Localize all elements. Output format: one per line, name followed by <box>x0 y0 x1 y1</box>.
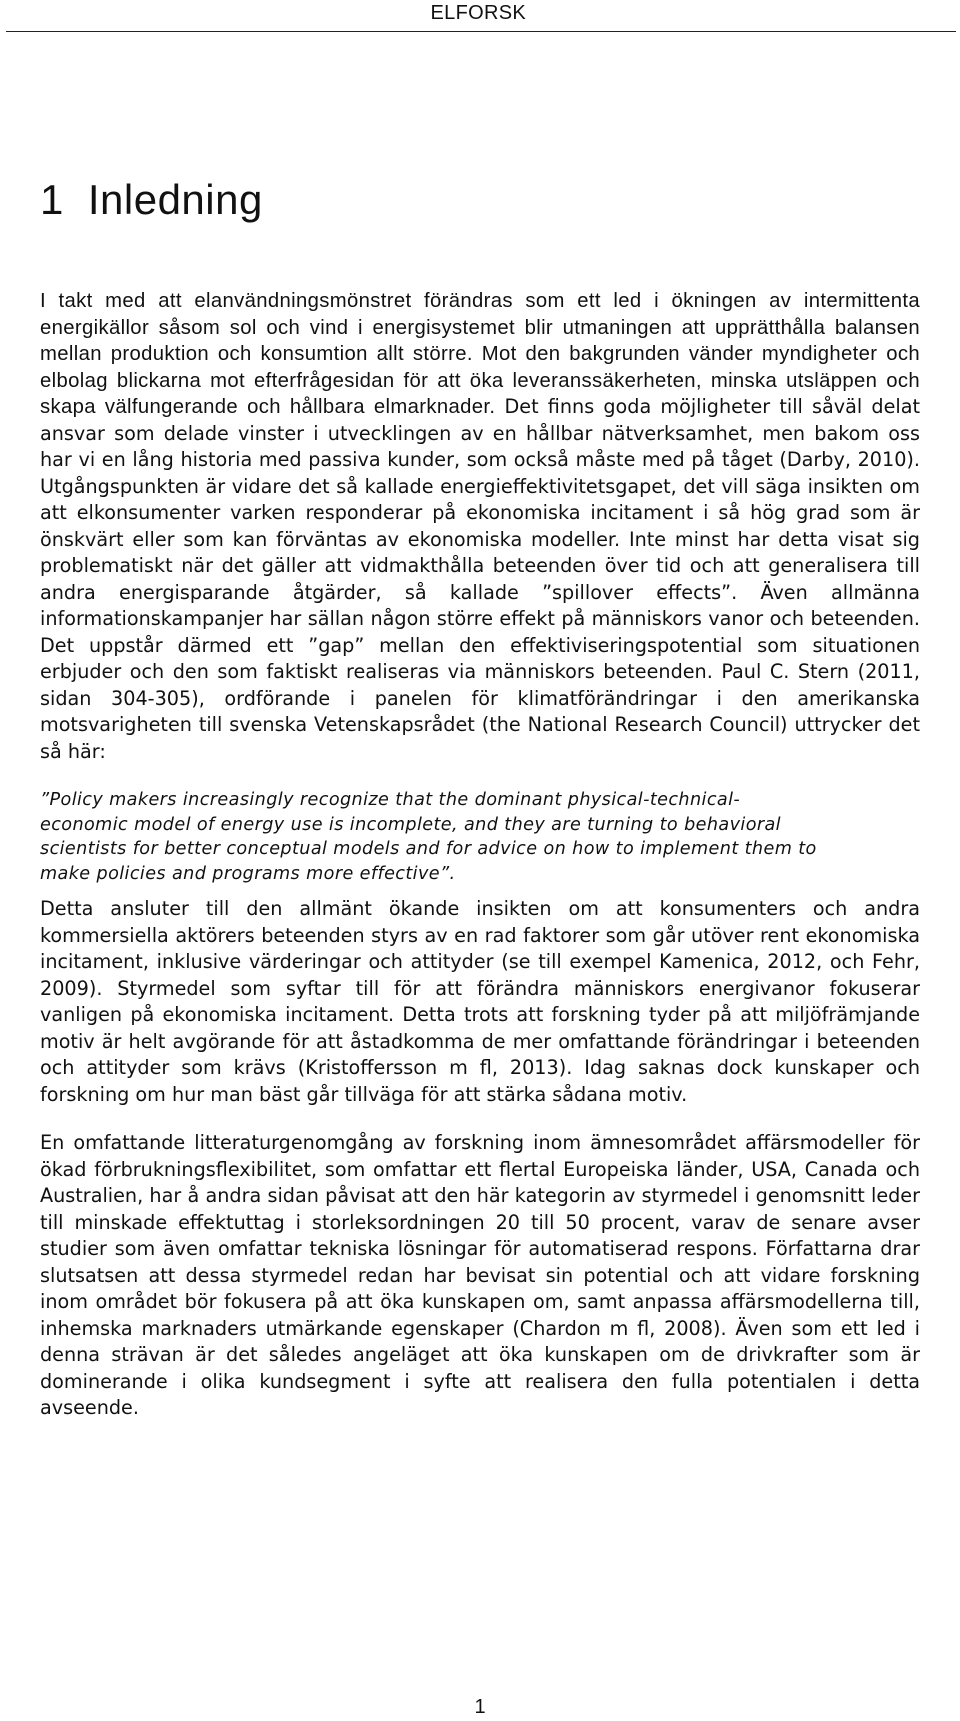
intro-paragraph-lead: I takt med att elanvändningsmönstret förändras som ett led i ökningen av intermittenta energikällor såsom sol och vind i energisystemet blir utmaningen att upprätthålla balansen mellan produktion och konsumtion allt större. Mot den bakgrunden vänder myndigheter och elbolag blickarna mot efterfrågesidan för att öka leveranssäkerheten, minska utsläppen och skapa välfungerande och hållbara elmarknader. <box>40 290 920 418</box>
paragraph-literature-review: En omfattande litteraturgenomgång av forskning inom ämnesområdet affärsmodeller för ökad förbrukningsflexibilitet, som omfattar ett flertal Europeiska länder, USA, Canada och Australien, har å andra sidan påvisat att den här kategorin av styrmedel i genomsnitt leder till minskade effektuttag i storleksordningen 20 till 50 procent, varav de senare avser studier som även omfattar tekniska lösningar för automatiserad respons. Författarna drar slutsatsen att dessa styrmedel redan har bevisat sin potential och att vidare forskning inom området bör fokusera på att öka kunskapen om, samt anpassa affärsmodellerna till, inhemska marknaders utmärkande egenskaper (Chardon m fl, 2008). Även som ett led i denna strävan är det således angeläget att öka kunskapen om de drivkrafter som är dominerande i olika kundsegment i syfte att realisera den fulla potentialen i detta avseende. <box>40 1131 920 1419</box>
header-rule <box>6 31 956 32</box>
intro-paragraph <box>40 288 920 765</box>
chapter-number: 1 <box>40 176 64 223</box>
intro-paragraph-rest: Det finns goda möjligheter till såväl delat ansvar som delade vinster i utvecklingen av en hållbar nätverksamhet, men bakom oss har vi en lång historia med passiva kunder, som också måste med på tåget (Darby, 2010). Utgångspunkten är vidare det så kallade energieffektivitetsgapet, det vill säga insikten om att elkonsumenter varken responderar på ekonomiska incitament i så hög grad som är önskvärt eller som kan förväntas av ekonomiska modeller. Inte minst har detta visat sig problematiskt när det gäller att vidmakthålla beteenden över tid och att generalisera till andra energisparande åtgärder, så kallade ”spillover effects”. Även allmänna informationskampanjer har sällan någon större effekt på människors vanor och beteenden. Det uppstår därmed ett ”gap” mellan den effektiviseringspotential som situationen erbjuder och den som faktiskt realiseras via människors beteenden. Paul C. Stern (2011, sidan 304-305), ordförande i panelen för klimatförändringar i den amerikanska motsvarigheten till svenska Vetenskapsrådet (the National Research Council) uttrycker det så här: <box>40 395 920 763</box>
block-quote: ”Policy makers increasingly recognize that the dominant physical-technical-economic model of energy use is incomplete, and they are turning to behavioral scientists for better conceptual models and for advice on how to implement them to make policies and programs more effective”. <box>40 790 817 884</box>
chapter-heading <box>40 176 263 224</box>
running-header-title: ELFORSK <box>430 2 526 24</box>
running-header <box>0 0 960 34</box>
paragraph-insight: Detta ansluter till den allmänt ökande insikten om att konsumenters och andra kommersiella aktörers beteenden styrs av en rad faktorer som går utöver rent ekonomiska incitament, inklusive värderingar och attityder (se till exempel Kamenica, 2012, och Fehr, 2009). Styrmedel som syftar till för att förändra människors energivanor fokuserar vanligen på ekonomiska incitament. Detta trots att forskning tyder på att miljöfrämjande motiv är helt avgörande för att åstadkomma de mer omfattande förändringar i beteenden och attityder som krävs (Kristoffersson m fl, 2013). Idag saknas dock kunskaper och forskning om hur man bäst går tillväga för att stärka sådana motiv. <box>40 897 920 1106</box>
page-number: 1 <box>474 1696 486 1718</box>
chapter-title: Inledning <box>87 176 263 223</box>
